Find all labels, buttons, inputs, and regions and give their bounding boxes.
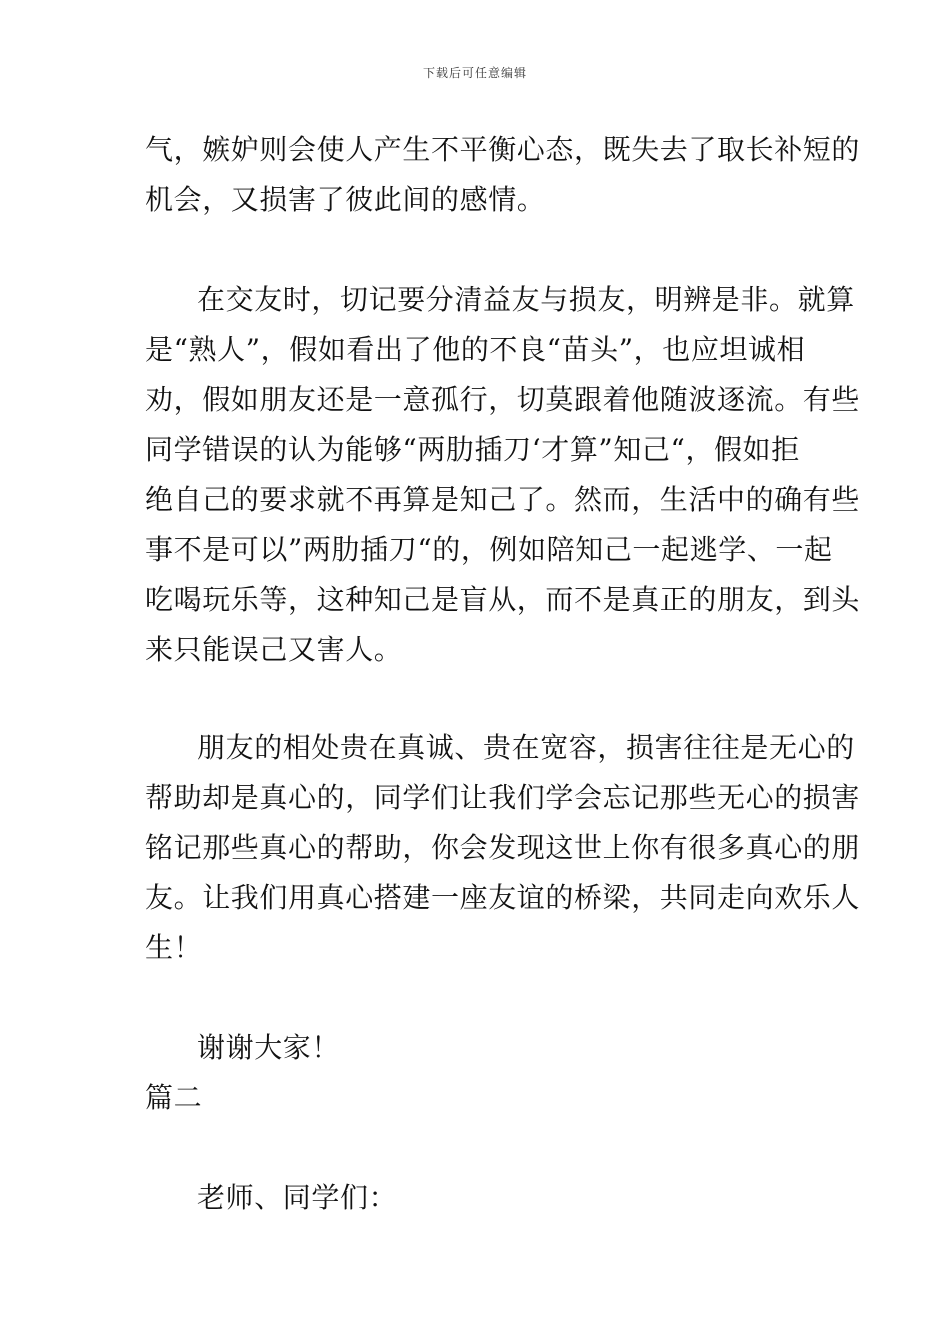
paragraph-3-line-1: 朋友的相处贵在真诚、贵在宽容，损害往往是无心的 [197, 731, 855, 764]
salutation: 老师、同学们： [197, 1181, 398, 1214]
paragraph-3-line-2: 帮助却是真心的，同学们让我们学会忘记那些无心的损害 [145, 781, 861, 814]
paragraph-2-line-4: 同学错误的认为能够“两肋插刀‘才算”知己“，假如拒 [145, 433, 800, 466]
section-heading: 篇二 [145, 1081, 203, 1114]
paragraph-2-line-6: 事不是可以”两肋插刀“的，例如陪知己一起逃学、一起 [145, 533, 833, 566]
paragraph-3-line-4: 友。让我们用真心搭建一座友谊的桥梁，共同走向欢乐人 [145, 881, 861, 914]
paragraph-1-line-1: 气，嫉妒则会使人产生不平衡心态，既失去了取长补短的 [145, 133, 861, 166]
paragraph-3-line-5: 生！ [145, 931, 203, 964]
paragraph-2-line-5: 绝自己的要求就不再算是知己了。然而，生活中的确有些 [145, 483, 861, 516]
paragraph-2-line-3: 劝，假如朋友还是一意孤行，切莫跟着他随波逐流。有些 [145, 383, 861, 416]
paragraph-2-line-8: 来只能误己又害人。 [145, 633, 403, 666]
closing-thanks: 谢谢大家！ [197, 1031, 341, 1064]
paragraph-2-line-7: 吃喝玩乐等，这种知己是盲从，而不是真正的朋友，到头 [145, 583, 861, 616]
paragraph-1-line-2: 机会，又损害了彼此间的感情。 [145, 183, 546, 216]
page-header: 下载后可任意编辑 [422, 66, 527, 80]
paragraph-3-line-3: 铭记那些真心的帮助，你会发现这世上你有很多真心的朋 [145, 831, 861, 864]
paragraph-2-line-2: 是“熟人”，假如看出了他的不良“苗头”，也应坦诚相 [145, 333, 806, 366]
paragraph-2-line-1: 在交友时，切记要分清益友与损友，明辨是非。就算 [197, 283, 855, 316]
